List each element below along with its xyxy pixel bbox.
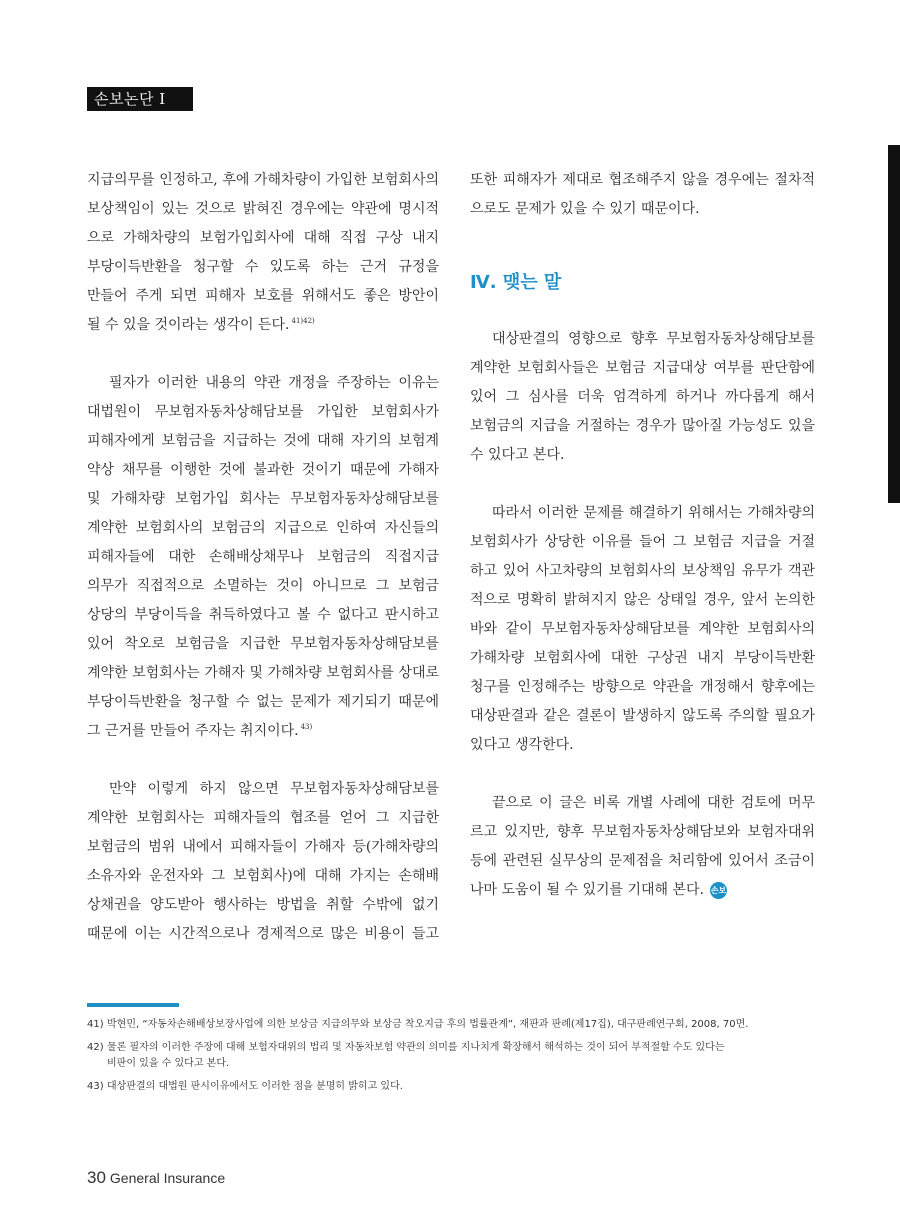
end-mark-icon: 손보 [710, 882, 727, 899]
text-line: 청구를 인정해주는 방향으로 약관을 개정해서 향후에는 [470, 679, 815, 695]
right-column [470, 166, 815, 905]
text-line: 소유자와 운전자와 그 보험회사)에 대해 가지는 손해배 [87, 868, 439, 884]
text-line: 필자가 이러한 내용의 약관 개정을 주장하는 이유는 [109, 375, 439, 391]
footnote-ref: 41)42) [291, 317, 315, 326]
text-line: 대상판결의 영향으로 향후 무보험자동차상해담보를 [492, 331, 815, 347]
text-line: 있어 그 심사를 더욱 엄격하게 하거나 까다롭게 해서 [470, 389, 815, 405]
text-line: 만들어 주게 되면 피해자 보호를 위해서도 좋은 방안이 [87, 288, 439, 304]
text-line: 부당이득반환을 청구할 수 있도록 하는 근거 규정을 [87, 259, 439, 275]
text-line: 보험회사가 상당한 이유를 들어 그 보험금 지급을 거절 [470, 534, 815, 550]
section-heading: Ⅳ. 맺는 말 [470, 272, 562, 293]
text-line: 계약한 보험회사는 가해자 및 가해차량 보험회사를 상대로 [87, 665, 439, 681]
text-line: 계약한 보험회사의 보험금의 지급으로 인하여 자신들의 [87, 520, 439, 536]
text-line-content: 될 수 있을 것이라는 생각이 든다. [87, 317, 290, 333]
footnote-rule [87, 1003, 179, 1007]
text-line: 및 가해차량 보험가입 회사는 무보험자동차상해담보를 [87, 491, 439, 507]
page-number: 30 [87, 1168, 106, 1187]
text-line: 피해자에게 보험금을 지급하는 것에 대해 자기의 보험계 [87, 433, 439, 449]
text-line [87, 717, 439, 746]
text-line: 바와 같이 무보험자동차상해담보를 계약한 보험회사의 [470, 621, 815, 637]
page-footer [87, 1168, 225, 1188]
text-line: 때문에 이는 시간적으로나 경제적으로 많은 비용이 들고 [87, 926, 439, 942]
edge-marker-bar [888, 145, 900, 503]
text-line: 르고 있지만, 향후 무보험자동차상해담보와 보험자대위 [470, 824, 815, 840]
text-line: 등에 관련된 실무상의 문제점을 처리함에 있어서 조금이 [470, 853, 815, 869]
footnotes [87, 1017, 817, 1102]
right-paragraph-2 [470, 325, 815, 470]
text-line [87, 311, 439, 340]
text-line-content: 그 근거를 만들어 주자는 취지이다. [87, 723, 299, 739]
left-column [87, 166, 439, 949]
right-paragraph-3 [470, 499, 815, 760]
footnote-ref: 43) [300, 723, 313, 732]
footnote-text: 박현민, “자동차손해배상보장사업에 의한 보상금 지급의무와 보상금 착오지급 후의 법률관계”, 재판과 판례(제17집), 대구판례연구회, 2008, 70면. [107, 1019, 749, 1030]
text-line: 또한 피해자가 제대로 협조해주지 않을 경우에는 절차적 [470, 172, 815, 188]
text-line: 하고 있어 사고차량의 보험회사의 보상책임 유무가 객관 [470, 563, 815, 579]
right-paragraph-1 [470, 166, 815, 224]
footnote-text-continued: 비판이 있을 수 있다고 본다. [107, 1058, 230, 1069]
footnote-41 [87, 1017, 817, 1033]
text-line: 상채권을 양도받아 행사하는 방법을 취할 수밖에 없기 [87, 897, 439, 913]
text-line: 수 있다고 본다. [470, 447, 565, 463]
text-line: 있다고 생각한다. [470, 737, 574, 753]
text-line: 보험금의 범위 내에서 피해자들이 가해자 등(가해차량의 [87, 839, 439, 855]
footnote-number: 42) [87, 1042, 104, 1053]
footnote-number: 41) [87, 1019, 104, 1030]
text-line: 으로도 문제가 있을 수 있기 때문이다. [470, 201, 700, 217]
text-line: 끝으로 이 글은 비록 개별 사례에 대한 검토에 머무 [492, 795, 815, 811]
text-line: 있어 착오로 보험금을 지급한 무보험자동차상해담보를 [87, 636, 439, 652]
text-line [470, 876, 815, 905]
text-line: 가해차량 보험회사에 대한 구상권 내지 부당이득반환 [470, 650, 815, 666]
text-line: 적으로 명확히 밝혀지지 않은 상태일 경우, 앞서 논의한 [470, 592, 815, 608]
text-line: 계약한 보험회사는 피해자들의 협조를 얻어 그 지급한 [87, 810, 439, 826]
text-line: 상당의 부당이득을 취득하였다고 볼 수 없다고 판시하고 [87, 607, 439, 623]
right-paragraph-4 [470, 789, 815, 905]
text-line: 피해자들에 대한 손해배상채무나 보험금의 직접지급 [87, 549, 439, 565]
text-line: 약상 채무를 이행한 것에 불과한 것이기 때문에 가해자 [87, 462, 439, 478]
text-line: 지급의무를 인정하고, 후에 가해차량이 가입한 보험회사의 [87, 172, 439, 188]
text-line: 으로 가해차량의 보험가입회사에 대해 직접 구상 내지 [87, 230, 439, 246]
text-line: 만약 이렇게 하지 않으면 무보험자동차상해담보를 [109, 781, 439, 797]
footnote-42 [87, 1040, 817, 1072]
text-line: 대상판결과 같은 결론이 발생하지 않도록 주의할 필요가 [470, 708, 815, 724]
footnote-43 [87, 1079, 817, 1095]
text-line: 따라서 이러한 문제를 해결하기 위해서는 가해차량의 [492, 505, 815, 521]
text-line: 대법원이 무보험자동차상해담보를 가입한 보험회사가 [87, 404, 439, 420]
text-line-content: 나마 도움이 될 수 있기를 기대해 본다. [470, 882, 705, 898]
section-tab: 손보논단 Ⅰ [87, 87, 193, 111]
left-paragraph-1 [87, 166, 439, 340]
footnote-number: 43) [87, 1081, 104, 1092]
text-line: 의무가 직접적으로 소멸하는 것이 아니므로 그 보험금 [87, 578, 439, 594]
footnote-text: 대상판결의 대법원 판시이유에서도 이러한 점을 분명히 밝히고 있다. [107, 1081, 403, 1092]
text-line: 계약한 보험회사들은 보험금 지급대상 여부를 판단함에 [470, 360, 815, 376]
text-line: 보험금의 지급을 거절하는 경우가 많아질 가능성도 있을 [470, 418, 815, 434]
left-paragraph-2 [87, 369, 439, 746]
left-paragraph-3 [87, 775, 439, 949]
magazine-name: General Insurance [109, 1170, 226, 1186]
text-line: 부당이득반환을 청구할 수 없는 문제가 제기되기 때문에 [87, 694, 439, 710]
footnote-text: 물론 필자의 이러한 주장에 대해 보험자대위의 법리 및 자동차보험 약관의 의미를 지나치게 확장해서 해석하는 것이 되어 부적절할 수도 있다는 [107, 1042, 725, 1053]
text-line: 보상책임이 있는 것으로 밝혀진 경우에는 약관에 명시적 [87, 201, 439, 217]
